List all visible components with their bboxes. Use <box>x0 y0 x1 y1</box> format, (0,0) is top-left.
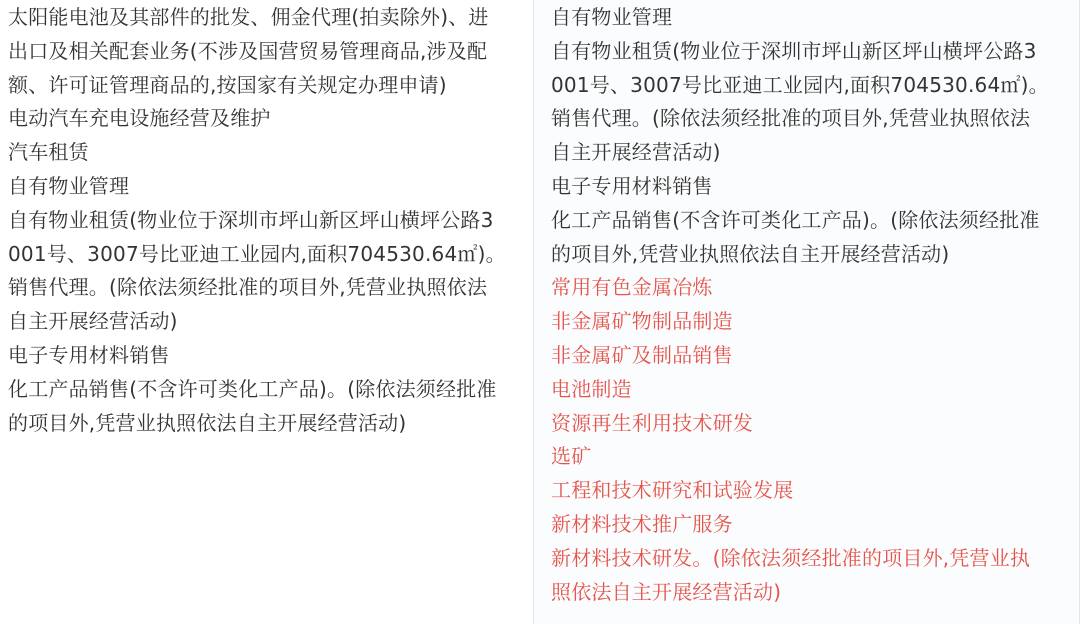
after-line: 电子专用材料销售 <box>551 173 713 198</box>
after-line: 001号、3007号比亚迪工业园内,面积704530.64㎡)。 <box>551 72 1049 97</box>
before-line: 电动汽车充电设施经营及维护 <box>8 106 271 131</box>
before-line: 自有物业租赁(物业位于深圳市坪山新区坪山横坪公路3 <box>8 207 494 232</box>
added-scope-line: 新材料技术推广服务 <box>551 511 733 536</box>
added-scope-line: 非金属矿及制品销售 <box>551 342 733 367</box>
before-line: 太阳能电池及其部件的批发、佣金代理(拍卖除外)、进 <box>8 5 489 29</box>
after-line: 自有物业管理 <box>551 5 673 29</box>
after-line: 化工产品销售(不含许可类化工产品)。(除依法须经批准 <box>551 207 1040 232</box>
before-line: 自主开展经营活动) <box>8 309 178 334</box>
after-line: 自主开展经营活动) <box>551 140 721 165</box>
before-line: 汽车租赁 <box>8 140 89 165</box>
after-line: 自有物业租赁(物业位于深圳市坪山新区坪山横坪公路3 <box>551 38 1037 63</box>
before-line: 出口及相关配套业务(不涉及国营贸易管理商品,涉及配 <box>8 38 488 63</box>
before-line: 销售代理。(除依法须经批准的项目外,凭营业执照依法 <box>8 275 488 300</box>
before-line: 额、许可证管理商品的,按国家有关规定办理申请) <box>8 72 447 97</box>
added-scope-line: 资源再生利用技术研发 <box>551 410 753 435</box>
added-scope-line: 新材料技术研发。(除依法须经批准的项目外,凭营业执 <box>551 545 1031 570</box>
added-scope-line: 电池制造 <box>551 376 632 401</box>
added-scope-line: 选矿 <box>551 444 592 469</box>
before-line: 的项目外,凭营业执照依法自主开展经营活动) <box>8 410 407 435</box>
added-scope-line: 非金属矿物制品制造 <box>551 309 733 334</box>
after-line: 销售代理。(除依法须经批准的项目外,凭营业执照依法 <box>551 106 1031 131</box>
before-line: 001号、3007号比亚迪工业园内,面积704530.64㎡)。 <box>8 241 506 266</box>
before-line: 化工产品销售(不含许可类化工产品)。(除依法须经批准 <box>8 376 497 401</box>
after-change-column <box>534 0 1080 624</box>
before-line: 电子专用材料销售 <box>8 342 170 367</box>
added-scope-line: 常用有色金属冶炼 <box>551 275 713 300</box>
before-line: 自有物业管理 <box>8 173 130 198</box>
added-scope-line: 照依法自主开展经营活动) <box>551 579 782 604</box>
before-change-column <box>0 0 534 624</box>
after-line: 的项目外,凭营业执照依法自主开展经营活动) <box>551 241 950 266</box>
added-scope-line: 工程和技术研究和试验发展 <box>551 478 794 503</box>
